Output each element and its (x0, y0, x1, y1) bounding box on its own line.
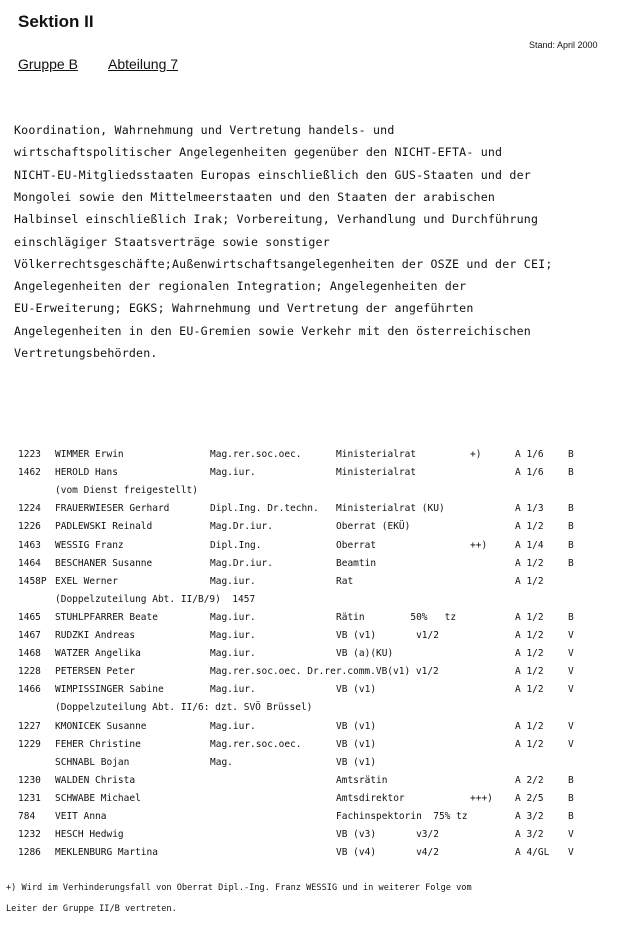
staff-degree: Mag.iur. (210, 630, 256, 641)
staff-code: V (568, 648, 574, 660)
gruppe-label: Gruppe B (18, 56, 78, 72)
staff-code: B (568, 521, 574, 533)
staff-number: 1229 (18, 738, 41, 750)
staff-name: RUDZKI Andreas (55, 630, 136, 641)
footnote-line: Leiter der Gruppe II/B vertreten. (6, 904, 177, 914)
staff-degree: Mag.iur. (210, 720, 256, 732)
staff-grade: A 4/GL (515, 847, 550, 859)
staff-grade: A 1/2 (515, 666, 544, 678)
staff-name: PETERSEN Peter (55, 666, 136, 678)
staff-name: EXEL Werner (55, 575, 118, 587)
staff-title: Beamtin (336, 557, 377, 569)
staff-grade: A 1/2 (515, 684, 544, 696)
staff-title: Ministerialrat (336, 467, 417, 479)
staff-number: 1223 (18, 449, 41, 460)
staff-name: SCHWABE Michael (55, 792, 141, 804)
staff-title: VB (v1) (336, 756, 377, 768)
staff-title: VB (v4) v4/2 (336, 847, 439, 859)
staff-grade: A 2/2 (515, 774, 544, 786)
staff-name: HESCH Hedwig (55, 829, 124, 841)
staff-number: 1466 (18, 684, 41, 696)
staff-degree: Mag.rer.soc.oec. (210, 449, 302, 460)
staff-degree: Mag.iur. (210, 648, 256, 660)
description-line: Vertretungsbehörden. (14, 346, 158, 360)
staff-grade: A 1/2 (515, 648, 544, 660)
staff-name: BESCHANER Susanne (55, 557, 153, 569)
staff-number: 1458P (18, 575, 47, 587)
staff-title: Ministerialrat (KU) (336, 503, 445, 515)
staff-number: 1467 (18, 630, 41, 641)
section-title: Sektion II (18, 12, 94, 31)
staff-number: 1227 (18, 720, 41, 732)
staff-degree: Dipl.Ing. (210, 539, 262, 551)
staff-name: WIMMER Erwin (55, 449, 124, 460)
staff-number: 1286 (18, 847, 41, 859)
description-line: Halbinsel einschließlich Irak; Vorbereitung, Verhandlung und Durchführung (14, 212, 539, 227)
staff-degree: Mag.iur. (210, 684, 256, 696)
description-line: Mongolei sowie den Mittelmeerstaaten und den Staaten der arabischen (14, 189, 496, 204)
staff-title: Rat (336, 575, 354, 587)
staff-code: B (568, 811, 574, 822)
staff-note: (Doppelzuteilung Abt. II/6: dzt. SVÖ Brüssel) (55, 702, 313, 714)
abteilung-label: Abteilung 7 (108, 56, 179, 72)
staff-number: 784 (18, 811, 36, 822)
staff-title: Fachinspektorin 75% tz (336, 811, 468, 822)
staff-degree: Mag.Dr.iur. (210, 521, 273, 533)
description-line: Angelegenheiten in den EU-Gremien sowie Verkehr mit den österreichischen (14, 323, 531, 338)
staff-degree: Mag.Dr.iur. (210, 557, 273, 569)
staff-grade: A 1/2 (515, 611, 544, 623)
staff-number: 1463 (18, 539, 41, 551)
staff-title: Amtsdirektor (336, 792, 405, 804)
staff-name: FRAUERWIESER Gerhard (55, 503, 170, 515)
staff-name: WESSIG Franz (55, 539, 124, 551)
staff-number: 1224 (18, 503, 41, 515)
staff-degree: Mag. (210, 756, 233, 768)
staff-degree: Mag.iur. (210, 611, 256, 623)
staff-number: 1462 (18, 467, 41, 479)
description-line: Koordination, Wahrnehmung und Vertretung handels- und (14, 123, 395, 137)
staff-code: B (568, 774, 574, 786)
staff-name: VEIT Anna (55, 811, 107, 822)
staff-grade: A 1/6 (515, 449, 544, 460)
staff-code: B (568, 539, 574, 551)
staff-name: WALDEN Christa (55, 774, 136, 786)
staff-number: 1230 (18, 774, 41, 786)
staff-number: 1232 (18, 829, 41, 841)
description-line: einschlägiger Staatsverträge sowie sonstiger (14, 234, 330, 249)
staff-degree: Mag.iur. (210, 467, 256, 479)
staff-code: B (568, 449, 574, 460)
staff-grade: A 1/6 (515, 467, 544, 479)
description-line: EU-Erweiterung; EGKS; Wahrnehmung und Vertretung der angeführten (14, 301, 474, 316)
staff-code: V (568, 666, 574, 678)
staff-degree: Mag.iur. (210, 575, 256, 587)
staff-title: Amtsrätin (336, 774, 388, 786)
staff-title: VB (v1) (336, 684, 377, 696)
staff-number: 1465 (18, 611, 41, 623)
staff-name: HEROLD Hans (55, 467, 118, 479)
staff-grade: A 1/4 (515, 539, 544, 551)
staff-mark: +++) (470, 792, 493, 804)
staff-name: WIMPISSINGER Sabine (55, 684, 164, 696)
staff-number: 1464 (18, 557, 41, 569)
staff-name: SCHNABL Bojan (55, 756, 130, 768)
description-line: NICHT-EU-Mitgliedsstaaten Europas einschließlich den GUS-Staaten und der (14, 167, 531, 182)
staff-code: V (568, 738, 574, 750)
staff-degree: Mag.rer.soc.oec. (210, 738, 302, 750)
staff-code: V (568, 847, 574, 859)
staff-grade: A 3/2 (515, 829, 544, 841)
staff-title: Oberrat (EKÜ) (336, 521, 411, 533)
staff-grade: A 1/3 (515, 503, 544, 515)
staff-name: FEHER Christine (55, 738, 141, 750)
staff-degree: Mag.rer.soc.oec. Dr.rer.comm.VB(v1) v1/2 (210, 666, 439, 678)
staff-title: Ministerialrat (336, 449, 417, 460)
staff-number: 1468 (18, 648, 41, 660)
staff-grade: A 2/5 (515, 792, 544, 804)
staff-code: B (568, 611, 574, 623)
staff-note: (vom Dienst freigestellt) (55, 485, 198, 497)
staff-mark: ++) (470, 539, 488, 551)
staff-note: (Doppelzuteilung Abt. II/B/9) 1457 (55, 593, 256, 605)
staff-name: KMONICEK Susanne (55, 720, 147, 732)
description-line: wirtschaftspolitischer Angelegenheiten gegenüber den NICHT-EFTA- und (14, 145, 503, 160)
staff-code: B (568, 467, 574, 479)
staff-grade: A 1/2 (515, 738, 544, 750)
description-line: Völkerrechtsgeschäfte;Außenwirtschaftsangelegenheiten der OSZE und der CEI; (14, 256, 553, 271)
staff-code: B (568, 503, 574, 515)
staff-name: PADLEWSKI Reinald (55, 521, 153, 533)
staff-name: MEKLENBURG Martina (55, 847, 158, 859)
staff-title: VB (v1) v1/2 (336, 630, 439, 641)
staff-number: 1228 (18, 666, 41, 678)
staff-number: 1231 (18, 792, 41, 804)
staff-number: 1226 (18, 521, 41, 533)
staff-grade: A 1/2 (515, 575, 544, 587)
staff-mark: +) (470, 449, 482, 460)
staff-title: Rätin 50% tz (336, 611, 457, 623)
staff-title: VB (a)(KU) (336, 648, 394, 660)
description-line: Angelegenheiten der regionalen Integration; Angelegenheiten der (14, 279, 467, 294)
staff-code: V (568, 829, 574, 841)
staff-grade: A 1/2 (515, 557, 544, 569)
staff-name: STUHLPFARRER Beate (55, 611, 158, 623)
staff-title: VB (v3) v3/2 (336, 829, 439, 841)
staff-code: B (568, 557, 574, 569)
staff-grade: A 1/2 (515, 521, 544, 533)
staff-code: V (568, 684, 574, 696)
staff-title: VB (v1) (336, 720, 377, 732)
staff-grade: A 1/2 (515, 630, 544, 641)
staff-title: Oberrat (336, 539, 377, 551)
stand-date: Stand: April 2000 (529, 40, 598, 50)
footnote-line: +) Wird im Verhinderungsfall von Oberrat Dipl.-Ing. Franz WESSIG und in weiterer Folge vom (6, 883, 472, 893)
staff-code: V (568, 630, 574, 641)
staff-name: WATZER Angelika (55, 648, 141, 660)
staff-code: B (568, 792, 574, 804)
staff-degree: Dipl.Ing. Dr.techn. (210, 503, 319, 515)
staff-grade: A 3/2 (515, 811, 544, 822)
staff-title: VB (v1) (336, 738, 377, 750)
staff-code: V (568, 720, 574, 732)
staff-grade: A 1/2 (515, 720, 544, 732)
